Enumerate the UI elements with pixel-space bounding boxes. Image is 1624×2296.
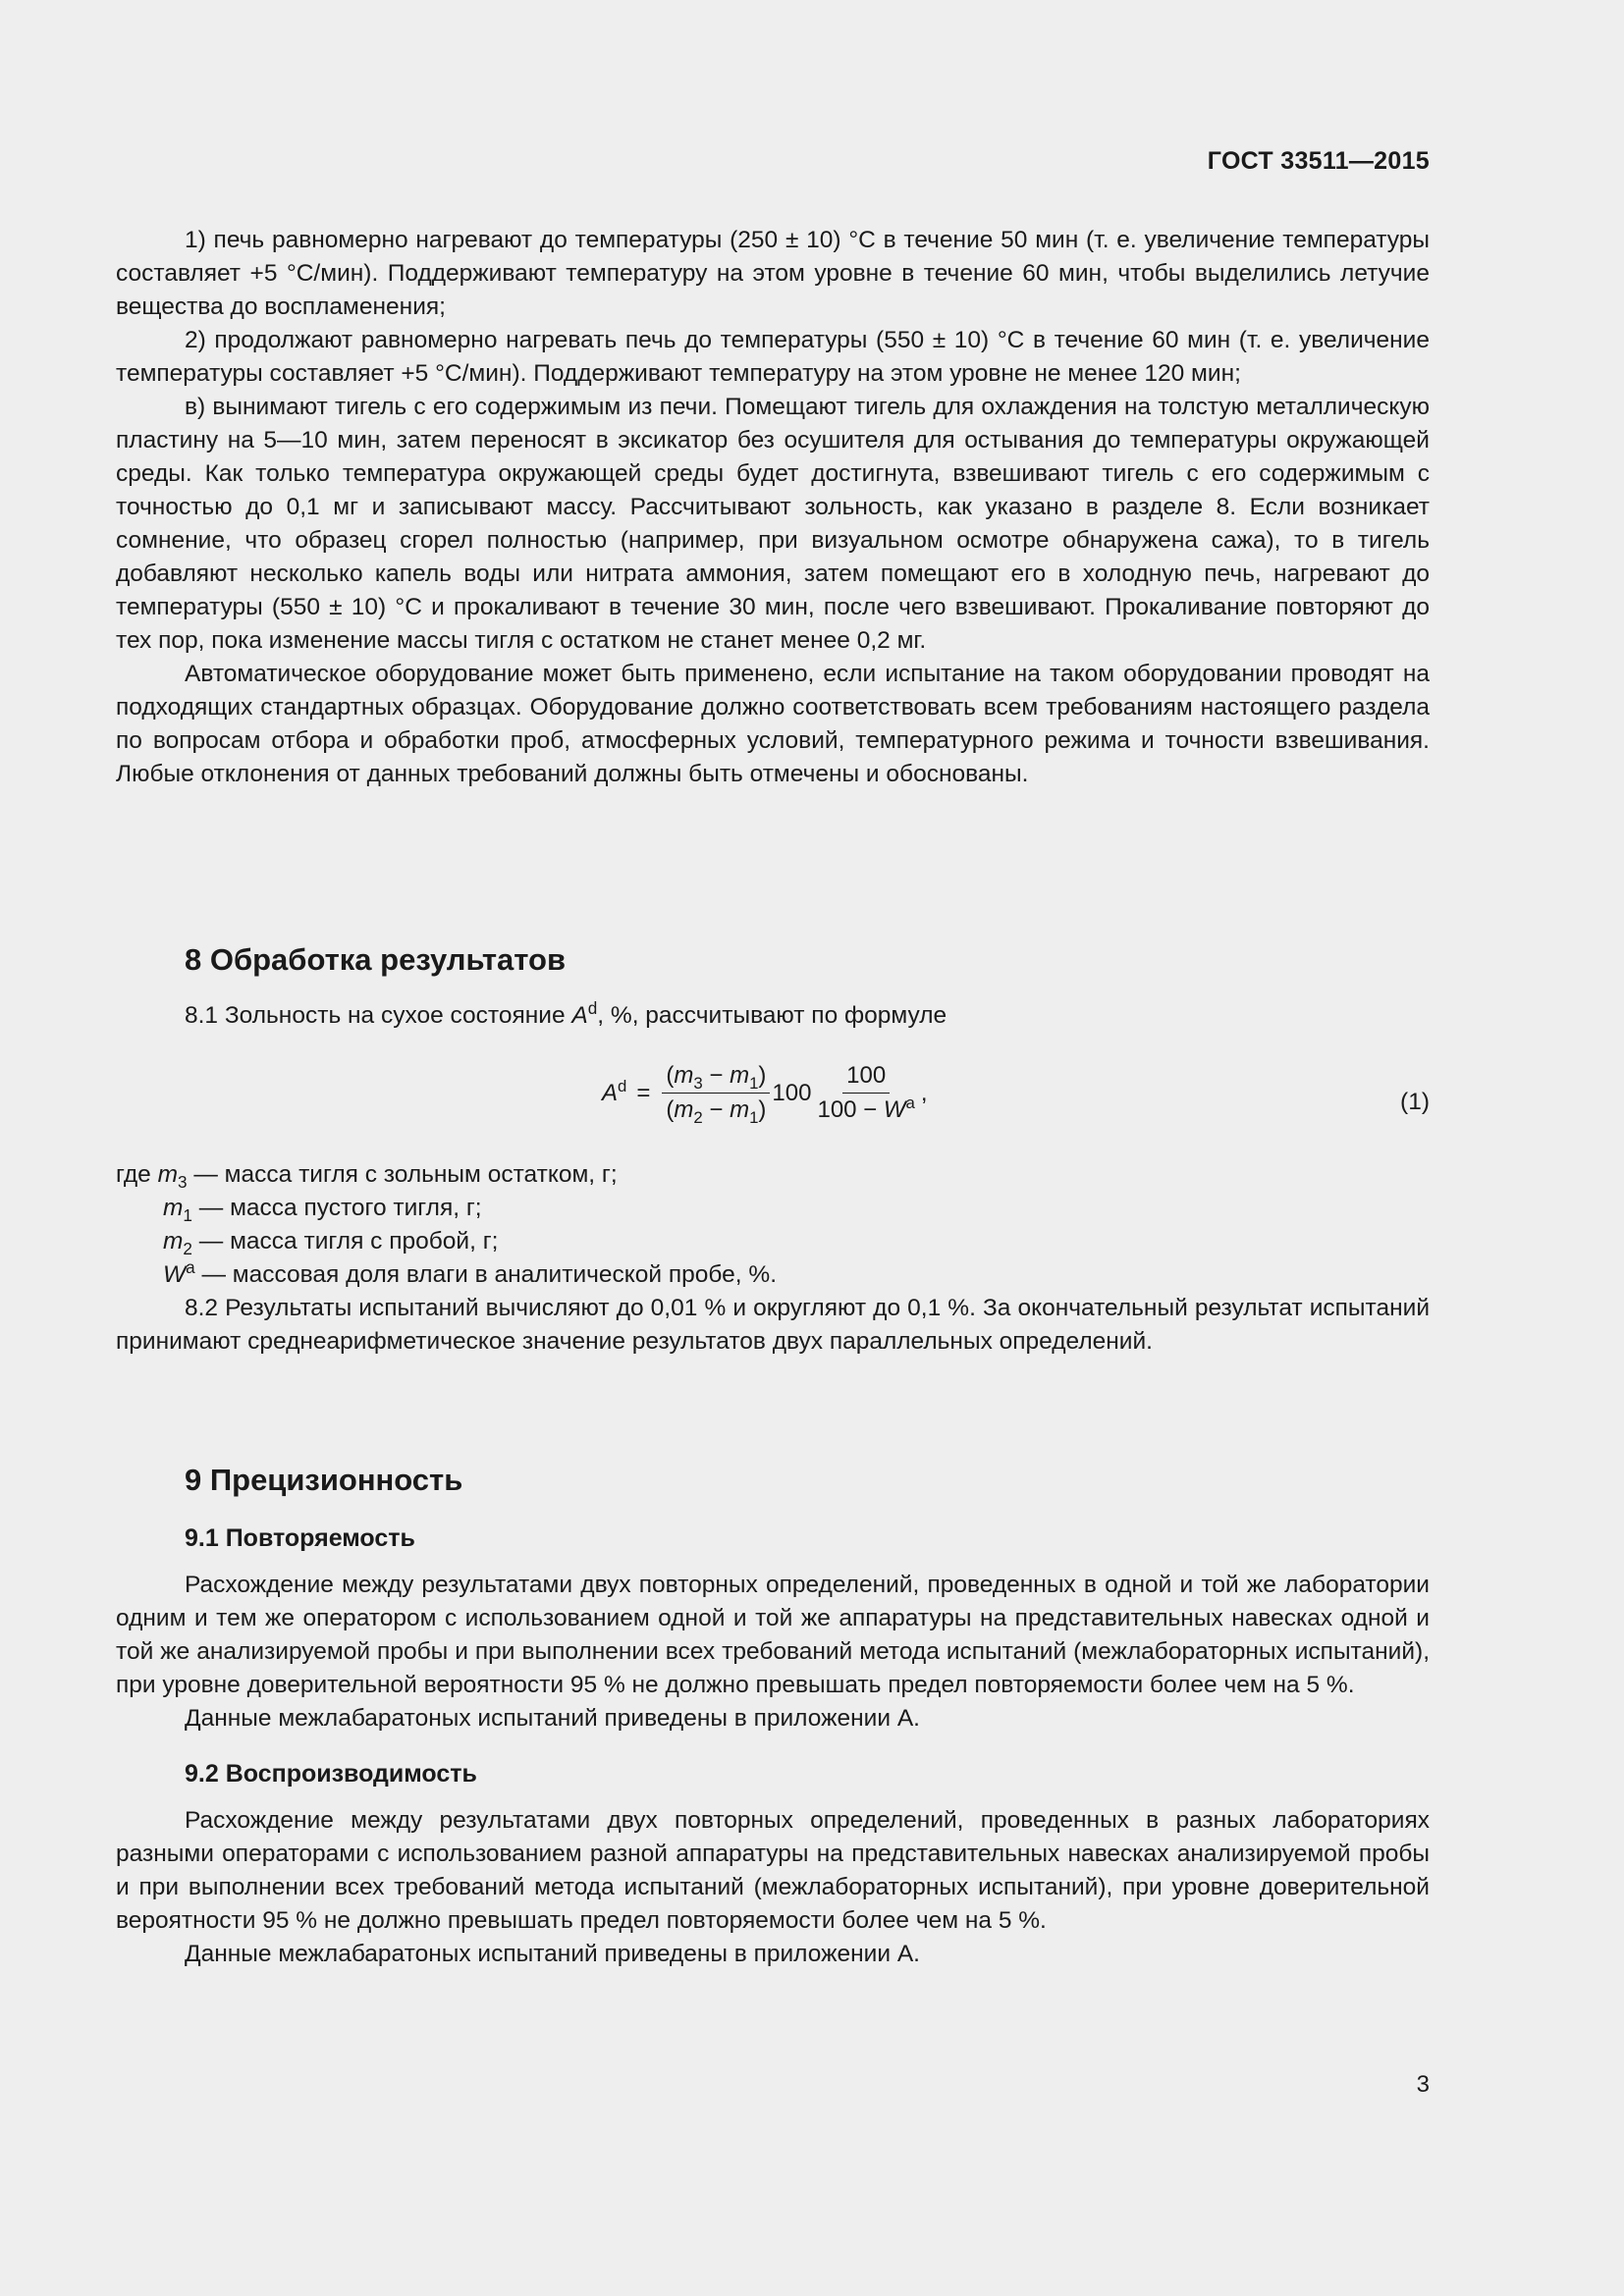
where-item: $W^a$ — массовая доля влаги в аналитической пробе, %. bbox=[163, 1256, 778, 1288]
section-9 bbox=[116, 1461, 1430, 1971]
intro-block bbox=[116, 224, 1430, 791]
intro-paragraph: 2) продолжают равномерно нагревать печь до температуры (550 ± 10) °С в течение 60 мин (т. е. увеличение температуры составляет +5 °С/мин). Поддерживают температуру на этом уровне не менее 120 мин; bbox=[116, 327, 1430, 387]
mass-denominator: $(m_2 - m_1)$ bbox=[666, 1096, 767, 1127]
subsection-9-1-paragraph: Расхождение между результатами двух повторных определений, проведенных в одной и той же лаборатории одним и тем же оператором с использованием одной и той же аппаратуры на представительных навесках одной и той же анализируемой пробы и при выполнении всех требований метода испытаний (межлабораторных испытаний), при уровне доверительной вероятности 95 % не должно превышать предел повторяемости более чем на 5 %. bbox=[116, 1572, 1430, 1698]
formula-1 bbox=[116, 1058, 1430, 1148]
formula-number: (1) bbox=[1400, 1089, 1430, 1115]
intro-paragraph: Автоматическое оборудование может быть применено, если испытание на таком оборудовании проводят на подходящих стандартных образцах. Оборудование должно соответствовать всем требованиям настоящего раздела по вопросам отбора и обработки проб, атмосферных условий, температурного режима и точности взвешивания. Любые отклонения от данных требований должны быть отмечены и обоснованы. bbox=[116, 661, 1430, 787]
section-8-2-paragraph: 8.2 Результаты испытаний вычисляют до 0,01 % и округляют до 0,1 %. За окончательный результат испытаний принимают среднеарифметическое значение результатов двух параллельных определений. bbox=[116, 1295, 1430, 1355]
page-number: 3 bbox=[1416, 2071, 1430, 2098]
mass-numerator: $(m_3 - m_1)$ bbox=[662, 1064, 770, 1094]
intro-paragraph: в) вынимают тигель с его содержимым из печи. Помещают тигель для охлаждения на толстую металлическую пластину на 5—10 мин, затем переносят в эксикатор без осушителя для остывания до температуры окружающей среды. Как только температура окружающей среды будет достигнута, взвешивают тигель с его содержимым с точностью до 0,1 мг и записывают массу. Рассчитывают зольность, как указано в разделе 8. Если возникает сомнение, что образец сгорел полностью (например, при визуальном осмотре обнаружена сажа), то в тигель добавляют несколько капель воды или нитрата аммония, затем помещают его в холодную печь, нагревают до температуры (550 ± 10) °С и прокаливают в течение 30 мин, после чего взвешивают. Прокаливание повторяют до тех пор, пока изменение массы тигля с остатком не станет менее 0,2 мг. bbox=[116, 394, 1430, 654]
section-9-title: 9 Прецизионность bbox=[185, 1463, 463, 1497]
intro-paragraph: 1) печь равномерно нагревают до температуры (250 ± 10) °С в течение 50 мин (т. е. увеличение температуры составляет +5 °С/мин). Поддерживают температуру на этом уровне в течение 60 мин, чтобы выделились летучие вещества до воспламенения; bbox=[116, 227, 1430, 320]
moisture-fraction: $\frac{100}{100 - W^a}$ bbox=[817, 1062, 915, 1123]
ash-formula: $A^d$ = $\frac{(m_3 - m_1)}{(m_2 - m_1)}$ 100 $\frac{100}{100 - W^a}$ , bbox=[602, 1062, 928, 1127]
document-code-header: ГОСТ 33511—2015 bbox=[1207, 147, 1430, 175]
subsection-9-1-title: 9.1 Повторяемость bbox=[185, 1524, 415, 1552]
subsection-9-2-paragraph: Расхождение между результатами двух повторных определений, проведенных в разных лабораториях разными операторами с использованием разной аппаратуры на представительных навесках анализируемой пробы и при выполнении всех требований метода испытаний (межлабораторных испытаний), при уровне доверительной вероятности 95 % не должно превышать предел повторяемости более чем на 5 %. bbox=[116, 1807, 1430, 1934]
mass-fraction bbox=[662, 1062, 770, 1127]
subsection-9-2-title: 9.2 Воспроизводимость bbox=[185, 1760, 477, 1788]
subsection-9-2-paragraph: Данные межлабаратоных испытаний приведены в приложении А. bbox=[185, 1941, 920, 1967]
where-item: $m_2$ — масса тигля с пробой, г; bbox=[163, 1228, 499, 1258]
section-8-1-paragraph: 8.1 Зольность на сухое состояние $A^d$, %, рассчитывают по формуле bbox=[185, 997, 947, 1029]
section-8-title: 8 Обработка результатов bbox=[185, 942, 567, 977]
subsection-9-1-paragraph: Данные межлабаратоных испытаний приведены в приложении А. bbox=[185, 1705, 920, 1732]
section-8 bbox=[116, 940, 1430, 1359]
document-page bbox=[116, 0, 1430, 2296]
ash-variable: A bbox=[571, 1002, 588, 1029]
where-item: где $m_3$ — масса тигля с зольным остатком, г; bbox=[116, 1161, 618, 1192]
where-item: $m_1$ — масса пустого тигля, г; bbox=[163, 1195, 482, 1225]
